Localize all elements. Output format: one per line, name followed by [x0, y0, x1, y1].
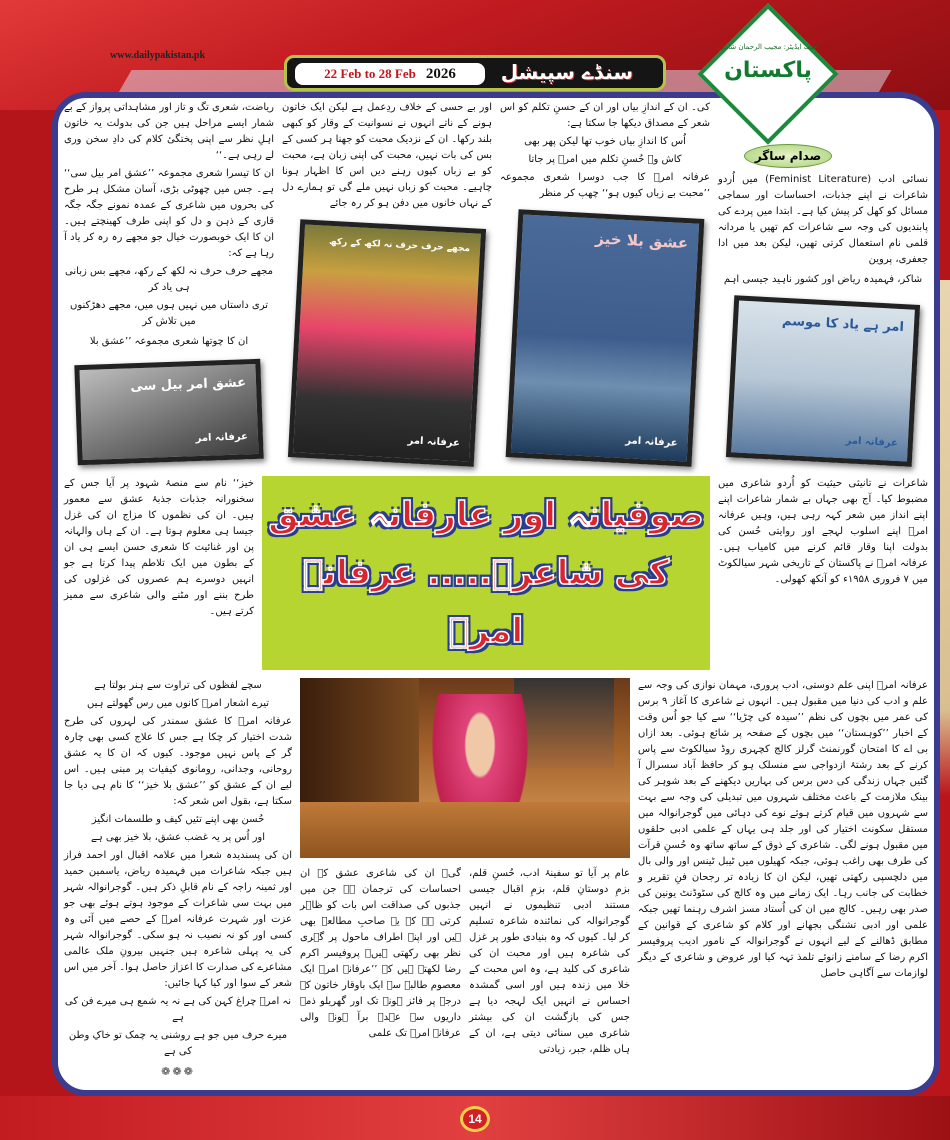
paragraph: گی۔ ان کی شاعری عشق کے ان احساسات کی ترجمان ہے جن میں جذبوں کی صداقت اس بات کو ظاہر کرتی ہے کہ یہ صاحبِ مطالعہ بھی ہیں اور اپنے اطراف ماحول پر گہری نظر بھی رکھتی ہیں۔ پروفیسر اکرم رضا لکھتے ہیں کہ ’’عرفانہ امرؔ ایک معصوم طالبہ سے ایک باوقار خاتون کے درجہ پر فائز ہونے تک اور گھریلو ذمہ داریوں سے عہدہ برآ ہونے والی عرفانہ امرؔ تک علمی: [300, 868, 461, 1039]
paragraph: اور بے حسی کے خلاف ردِعمل ہے لیکن ایک خاتون ہونے کے ناتے انہوں نے نسوانیت کے وقار کو کبھی بلند رکھا۔ ان کے نزدیک محبت کو جھنا ہر کسی کے بس کی بات نہیں، محبت کی اپنی زبان ہے، محبت کو بے زباں کیوں رہنے دیں اس کا اظہار ہونا چاہیے۔ محبت کو زباں نہیں ملے گی تو ہمارے دل کے نہاں خانوں میں دفن ہو کر رہ جائے: [282, 102, 492, 209]
paragraph: ان کا تیسرا شعری مجموعہ ’’عشق امر بیل سی‘‘ ہے۔ جس میں چھوٹی بڑی، آسان مشکل ہر طرح کی بحروں میں شاعری کے عمدہ نمونے جگہ جگہ قاری کے ذہن و دل کو اپنی طرف کھینچتے ہیں۔ ان کا ایک خوبصورت خیال جو مجھے رہ رہ کر یاد آ رہا ہے کہ:: [64, 168, 274, 259]
verse-line: مجھے حرف حرف نہ لکھ کے رکھ، مجھے بس زبانی ہی یاد کر: [65, 266, 273, 293]
right-column-top: [718, 476, 928, 590]
verse-line: حُسن بھی اپنے تئیں کیف و طلسمات انگیز: [91, 814, 265, 825]
narrow-text-left: ان کا چوتھا شعری مجموعہ ’’عشق بلا: [89, 336, 249, 347]
top-c-text: [282, 100, 492, 214]
logo-name: پاکستان: [724, 58, 812, 83]
headline-section: [64, 476, 928, 670]
newspaper-logo: [713, 42, 823, 86]
left-bottom-text: [64, 678, 292, 1060]
content-panel: [52, 92, 940, 1096]
book-cover-1: [74, 359, 263, 465]
book-author: عرفانہ امر: [625, 435, 678, 449]
book-title: مجھے حرف حرف نہ لکھ کے رکھ: [328, 236, 471, 255]
editor-line: چیف ایڈیٹر: مجیب الرحمان شامی: [718, 43, 818, 51]
paragraph: کی۔ ان کے اندازِ بیاں اور ان کے حسنِ تکلم کو اس شعر کے مصداق دیکھا جا سکتا ہے:: [500, 102, 710, 129]
headline-line-2: کی شاعرہ..... عرفانہ امرؔ: [303, 553, 669, 651]
top-column-d: [64, 100, 274, 468]
section-title: سنڈے سپیشل: [500, 60, 633, 84]
author-byline: صدام ساگر: [744, 144, 832, 168]
verse-line: کاش وہ حُسنِ تکلم میں امرؔ پر جاتا: [528, 154, 682, 165]
book-cover-3: [506, 209, 705, 466]
date-range: 22 Feb to 28 Feb: [324, 66, 416, 81]
left-bottom-column: [64, 678, 292, 1080]
narrow-text-right: شاکر، فہمیدہ ریاض اور کشور ناہید جیسی اہم: [723, 274, 923, 285]
verse-line: اُس کا اندازِ بیاں خوب تھا لیکن پھر بھی: [524, 136, 686, 147]
book-title: عشق امر بیل سی: [130, 375, 247, 395]
verse-line: نہ امرؔ چراغ کہن کی ہے نہ یہ شمع ہی میرے فن کی ہے: [64, 996, 292, 1023]
paragraph: نسائی ادب (Feminist Literature) میں اُردو شاعرات نے اپنے جذبات، احساسات اور سماجی مسائل کو کھل کر پیش کیا ہے۔ ابتدا میں پردے کی پابندیوں کی وجہ سے شاعرات کم تھیں یا مردانہ قلمی نام استعمال کرتی تھیں، لیکن بعد میں ادا جعفری، پروین: [718, 174, 928, 265]
top-column-c: [282, 100, 492, 468]
poet-photo: [300, 678, 630, 858]
year: 2026: [425, 65, 456, 82]
paragraph: شاعرات نے تانیثی حیثیت کو اُردو شاعری میں مضبوط کیا۔ آج بھی جہاں بے شمار شاعرات اپنے اپنے انداز میں شعر کہہ رہی ہیں، وہیں عرفانہ امرؔ اپنے اسلوب لہجے اور روایتی حُسن کی بدولت اپنا وقار قائم کرنے میں کامیاب ہیں۔ عرفانہ امرؔ نے پاکستان کے تاریخی شہر سیالکوٹ میں ۷ فروری ۱۹۵۸ء کو آنکھ کھولی۔: [718, 478, 928, 585]
headline-banner: [262, 476, 710, 670]
page-number: 14: [460, 1106, 490, 1132]
date-badge: [295, 63, 485, 85]
book-author: عرفانہ امر: [845, 435, 899, 449]
paragraph: عرفانہ امرؔ اپنی علم دوستی، ادب پروری، مہمان نوازی کی وجہ سے علم و ادب کی دنیا میں مقبول ہیں۔ انہوں نے شاعری کا آغاز ۹ برس کی عمر میں بچوں کی نظم ’’سیدہ کی چڑیا‘‘ سے کیا جو اُس وقت کے اخبار ’’کوہستان‘‘ میں بچوں کے صفحہ پر شائع ہوئی۔ بعد ازاں بی اے کا امتحان گورنمنٹ گرلز کالج کچہری روڈ سیالکوٹ سے پاس کرنے کے بعد رشتۂ ازدواجی سے منسلک ہو کر حافظ آباد سسرال آ گئیں جہاں زندگی کی دس برس کی بہاریں دیکھنے کے بعد شوہر کی بینک ملازمت کے باعث مختلف شہروں میں تبدیلی کی وجہ سے بہت سے شہروں میں قیام کرتے ہوئے نوے کی دہائی میں گوجرانوالہ میں مستقل سکونت اختیار کی اور جلد ہی یہاں کے علمی ادبی حلقوں میں مقبول ہونے لگی۔ شاعری کے ذوق کے ساتھ ساتھ وہ حُسنِ قرآت کی طرف بھی راغب ہوئی، جبکہ کھیلوں میں ٹیبل ٹینس اور والی بال میں دلچسپی رکھتی تھیں، لیکن ان کا زیادہ تر رجحان فنِ تقریر و خطابت کی جانب رہا۔ ایک زمانے میں وہ کالج کی سٹوڈنٹ یونین کی صدر بھی رہیں۔ کالج میں ان کی اُستاد مسز اشرف رہنما تھیں جبکہ علمی اور ادبی تشنگی بجھانے اور کلام کو شاعری کے قوانین کے مطابق ڈھالنے کے لیے انہوں نے گوجرانوالہ کے نامور ادیب پروفیسر اکرم رضا کے سامنے زانوئے تلمذ تہہ کیا اور عروض و شاعری کے دیگر لوازمات سے آگاہی حاصل: [638, 680, 929, 979]
book-title: امر ہے یاد کا موسم: [781, 313, 905, 336]
top-column-b: [500, 100, 710, 468]
section-header: [284, 55, 666, 91]
book-author: عرفانہ امر: [407, 435, 461, 449]
bottom-mid-right-column: [469, 866, 630, 1060]
verse-line: اور اُس پر یہ غضب عشق، بلا خیز بھی ہے: [90, 832, 266, 843]
top-d-text: [64, 100, 274, 332]
photo-desk: [300, 802, 630, 858]
intro-text: [718, 172, 928, 270]
paragraph: ان کی پسندیدہ شعرا میں علامہ اقبال اور احمد فراز ہیں جبکہ شاعرات میں فہمیدہ ریاض، یاسمین حمید اور ثمینہ راجہ کے نام قابلِ ذکر ہیں۔ گوجرانوالہ شہر میں بہت سی شاعرات کے موجود ہوتے ہوئے بھی جو عزت اور شہرت عرفانہ امرؔ کے حصے میں آئی وہ کسی اور کو نہ نصیب نہ ہو سکی۔ گوجرانوالہ شہر کی یہ پہلی شاعرہ ہیں جنہیں بیرونِ ملک عالمی مشاعرے کی صدارت کا اعزاز حاصل ہوا۔ آخر میں اس شعر کے سوا اور کیا کہا جائیں:: [64, 850, 292, 989]
book-cover-4: [726, 295, 920, 467]
paragraph: ریاضت، شعری تگ و تاز اور مشاہداتی پرواز کے بے شمار ایسے مراحل ہیں جن کی بدولت یہ خاتون اہلِ نظر سے اپنی پختگیٔ کلام کی دادِ سخن وری لے رہی ہے۔‘‘: [64, 102, 274, 161]
book-cover-2: [288, 219, 486, 466]
left-mid-column: [64, 476, 254, 622]
end-mark: ❁❁❁: [161, 1065, 195, 1078]
bottom-mid-left-column: [300, 866, 461, 1060]
paragraph: عام پر آیا تو سفینۂ ادب، حُسنِ قلم، بزمِ دوستانِ قلم، بزمِ اقبال جیسی مستند ادبی تنظیموں نے انہیں گوجرانوالہ کی نمائندہ شاعرہ تسلیم کر لیا۔ کیوں کہ وہ بنیادی طور پر غزل کی شاعرہ ہیں اور محبت ان کی شاعری کی کلید ہے، وہ اس محبت کے خلا میں زندہ ہیں اور اسی گمشدہ احساس نے انہیں ایک لہجہ دیا ہے جس کی بازگشت ان کی بیشتر شاعری میں سنائی دیتی ہے، ان کے ہاں ظلم، جبر، زیادتی: [469, 868, 630, 1055]
verse-line: میرے حرف میں جو ہے روشنی یہ چمک تو خاکِ وطن کی ہے: [68, 1030, 288, 1057]
verse-line: سچے لفظوں کی تراوت سے ہنر بولتا ہے: [94, 680, 262, 691]
verse-line: تیرے اشعار امرؔ کانوں میں رس گھولتے ہیں: [86, 698, 269, 709]
book-author: عرفانہ امر: [195, 431, 249, 445]
middle-column: [300, 678, 630, 1060]
headline-line-1: صوفیانہ اور عارفانہ عشق: [268, 495, 704, 535]
right-column: [638, 678, 928, 984]
paragraph: خیز‘‘ نام سے منصۂ شہود پر آیا جس کے سخنورانہ جذبات جذبۂ عشق سے معمور ہیں۔ ان کی نظموں کا مزاج ان کی غزل جیسا ہی معلوم ہوتا ہے۔ ان کے ہاں والہانہ پن اور غنائیت کا شعری حسن ایسے ہی ان کے بطون میں ایک تلاطم پیدا کرتا ہے جو انہیں دوسرے ہم عصروں کی غزلوں کی طرح بننے اور مٹنے والی شاعری سے ممیز کرتے ہیں۔: [64, 478, 254, 617]
paragraph: عرفانہ امرؔ کا جب دوسرا شعری مجموعہ ’’محبت بے زباں کیوں ہو‘‘ چھپ کر منظر: [500, 172, 710, 199]
bottom-section: [64, 678, 928, 1080]
middle-subcolumns: [300, 866, 630, 1060]
website-url: www.dailypakistan.pk: [110, 50, 206, 61]
book-title: عشق بلا خیز: [594, 229, 689, 253]
top-b-text: [500, 100, 710, 204]
verse-line: تری داستاں میں نہیں ہوں میں، مجھے دھڑکنوں میں تلاش کر: [69, 300, 269, 327]
paragraph: عرفانہ امرؔ کا عشق سمندر کی لہروں کی طرح شدت اختیار کر چکا ہے جس کا علاج کسی بھی چارہ گر کے پاس نہیں موجود۔ کیوں کہ ان کا یہ عشق روحانی، وجدانی، رومانوی کیفیات پر مبنی ہیں۔ اس لیے ان کے عشق کو ’’عشق بلا خیز‘‘ کا نام ہی دیا جا سکتا ہے، بقول اس شعر کہ:: [64, 716, 292, 807]
